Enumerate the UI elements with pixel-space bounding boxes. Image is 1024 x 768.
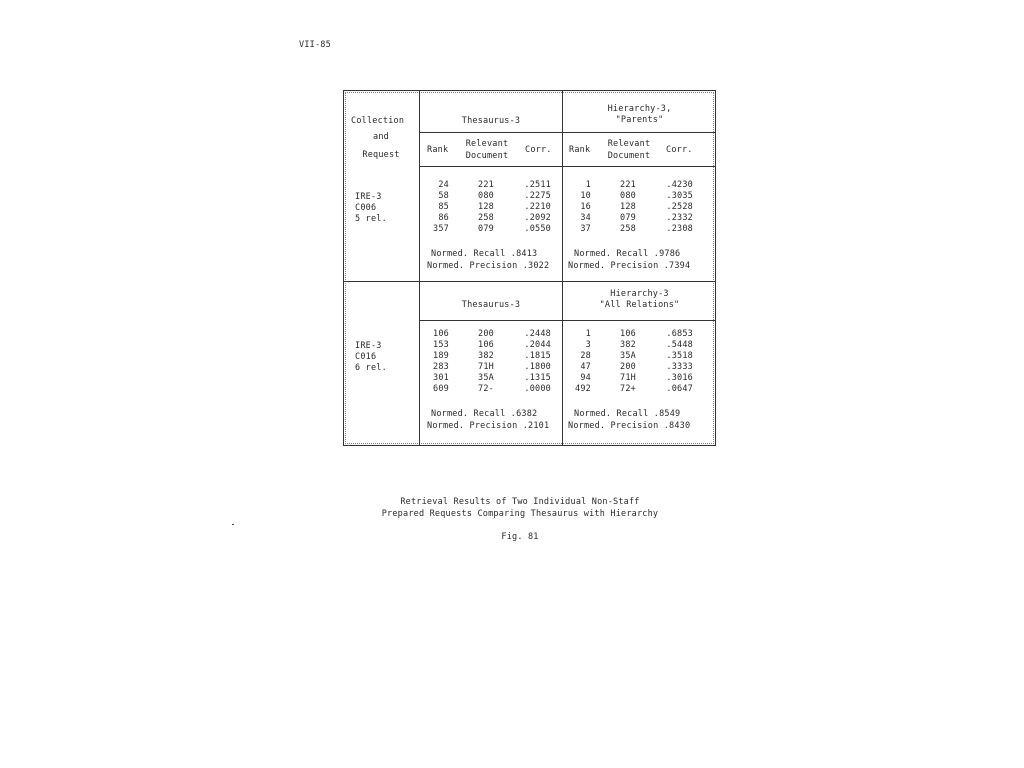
s2-right-corr: .0647 <box>666 384 693 394</box>
scan-mark <box>232 524 234 525</box>
s1-right-corr: .2308 <box>666 224 693 234</box>
s2-left-doc: 71H <box>478 362 494 372</box>
s2-right-doc: 200 <box>620 362 636 372</box>
s1-left-precision: Normed. Precision .3022 <box>427 261 550 271</box>
s2-right-doc: 106 <box>620 329 636 339</box>
s1-right-doc: 079 <box>620 213 636 223</box>
s2-left-corr: .0000 <box>524 384 551 394</box>
s1-right-corr: .2332 <box>666 213 693 223</box>
s2-right-title-line1: Hierarchy-3 <box>610 289 669 299</box>
s1-left-corr: .2092 <box>524 213 551 223</box>
s2-right-doc: 35A <box>620 351 636 361</box>
subheader-rank-left: Rank <box>427 145 449 155</box>
s1-left-rank: 58 <box>438 191 449 201</box>
s1-right-recall: Normed. Recall .9786 <box>574 249 681 259</box>
figure-label: Fig. 81 <box>501 532 539 542</box>
s2-left-rank: 301 <box>433 373 449 383</box>
s1-collection-rel: 5 rel. <box>355 214 387 224</box>
s2-left-corr: .2044 <box>524 340 551 350</box>
s1-right-corr: .2528 <box>666 202 693 212</box>
s2-right-corr: .3518 <box>666 351 693 361</box>
s1-right-precision: Normed. Precision .7394 <box>568 261 691 271</box>
s2-collection-request: C016 <box>355 352 377 362</box>
s2-left-doc: 382 <box>478 351 494 361</box>
s2-right-rank: 492 <box>575 384 591 394</box>
s1-left-doc: 128 <box>478 202 494 212</box>
s2-right-rank: 1 <box>585 329 591 339</box>
s1-left-rank: 85 <box>438 202 449 212</box>
s1-right-doc: 221 <box>620 180 636 190</box>
header-and: and <box>373 132 389 142</box>
s1-left-rank: 357 <box>433 224 449 234</box>
header-collection: Collection <box>351 116 405 126</box>
subheader-rank-right: Rank <box>569 145 591 155</box>
subheader-relevant-left: Relevant <box>465 139 509 149</box>
s2-right-rank: 47 <box>580 362 591 372</box>
divider-section <box>343 281 716 282</box>
s1-right-title-line2: "Parents" <box>615 115 664 125</box>
s1-right-rank: 16 <box>580 202 591 212</box>
s2-left-doc: 106 <box>478 340 494 350</box>
s2-right-corr: .5448 <box>666 340 693 350</box>
header-request: Request <box>362 150 400 160</box>
s2-right-recall: Normed. Recall .8549 <box>574 409 681 419</box>
s2-left-doc: 200 <box>478 329 494 339</box>
s2-left-corr: .1315 <box>524 373 551 383</box>
s1-right-doc: 080 <box>620 191 636 201</box>
divider-center <box>562 90 563 446</box>
s2-collection-rel: 6 rel. <box>355 363 387 373</box>
page-number: VII-85 <box>299 40 331 50</box>
s2-left-title: Thesaurus-3 <box>461 300 521 310</box>
s1-left-doc: 079 <box>478 224 494 234</box>
subheader-corr-left: Corr. <box>525 145 552 155</box>
s1-right-doc: 128 <box>620 202 636 212</box>
s2-left-doc: 72- <box>478 384 494 394</box>
s2-right-corr: .3333 <box>666 362 693 372</box>
s1-left-rank: 86 <box>438 213 449 223</box>
s2-left-rank: 283 <box>433 362 449 372</box>
s2-left-recall: Normed. Recall .6382 <box>431 409 538 419</box>
results-table <box>343 90 716 446</box>
subheader-document-left: Document <box>465 151 509 161</box>
divider-header-bottom <box>419 166 716 167</box>
s2-left-corr: .2448 <box>524 329 551 339</box>
s1-right-rank: 10 <box>580 191 591 201</box>
s1-right-corr: .3035 <box>666 191 693 201</box>
s2-left-rank: 189 <box>433 351 449 361</box>
s1-left-doc: 080 <box>478 191 494 201</box>
s1-left-corr: .0550 <box>524 224 551 234</box>
s1-right-rank: 34 <box>580 213 591 223</box>
s2-right-title-line2: "All Relations" <box>599 300 680 310</box>
divider-section2-header <box>419 320 716 321</box>
s1-right-corr: .4230 <box>666 180 693 190</box>
s2-right-rank: 3 <box>585 340 591 350</box>
s1-collection-name: IRE-3 <box>355 192 382 202</box>
s2-left-rank: 106 <box>433 329 449 339</box>
s2-left-rank: 153 <box>433 340 449 350</box>
s1-left-title: Thesaurus-3 <box>461 116 521 126</box>
s1-left-recall: Normed. Recall .8413 <box>431 249 538 259</box>
s1-left-corr: .2210 <box>524 202 551 212</box>
s1-right-rank: 1 <box>585 180 591 190</box>
s2-left-precision: Normed. Precision .2101 <box>427 421 550 431</box>
caption-line-1: Retrieval Results of Two Individual Non-Staff <box>400 497 640 507</box>
s2-left-rank: 609 <box>433 384 449 394</box>
s2-left-corr: .1800 <box>524 362 551 372</box>
s2-right-rank: 94 <box>580 373 591 383</box>
s1-left-doc: 221 <box>478 180 494 190</box>
s2-left-corr: .1815 <box>524 351 551 361</box>
divider-subheader <box>419 132 716 133</box>
s1-collection-request: C006 <box>355 203 377 213</box>
s2-right-doc: 71H <box>620 373 636 383</box>
s2-right-doc: 72+ <box>620 384 636 394</box>
subheader-document-right: Document <box>607 151 651 161</box>
s1-right-rank: 37 <box>580 224 591 234</box>
s1-right-doc: 258 <box>620 224 636 234</box>
s2-right-rank: 28 <box>580 351 591 361</box>
s1-left-corr: .2511 <box>524 180 551 190</box>
s2-left-doc: 35A <box>478 373 494 383</box>
s2-right-precision: Normed. Precision .8430 <box>568 421 691 431</box>
caption-line-2: Prepared Requests Comparing Thesaurus with Hierarchy <box>381 509 659 519</box>
s2-collection-name: IRE-3 <box>355 341 382 351</box>
s1-right-title-line1: Hierarchy-3, <box>607 104 672 114</box>
s1-left-doc: 258 <box>478 213 494 223</box>
s1-left-corr: .2275 <box>524 191 551 201</box>
divider-collection <box>419 90 420 446</box>
subheader-relevant-right: Relevant <box>607 139 651 149</box>
s2-right-corr: .6853 <box>666 329 693 339</box>
s2-right-doc: 382 <box>620 340 636 350</box>
s2-right-corr: .3016 <box>666 373 693 383</box>
subheader-corr-right: Corr. <box>666 145 693 155</box>
s1-left-rank: 24 <box>438 180 449 190</box>
